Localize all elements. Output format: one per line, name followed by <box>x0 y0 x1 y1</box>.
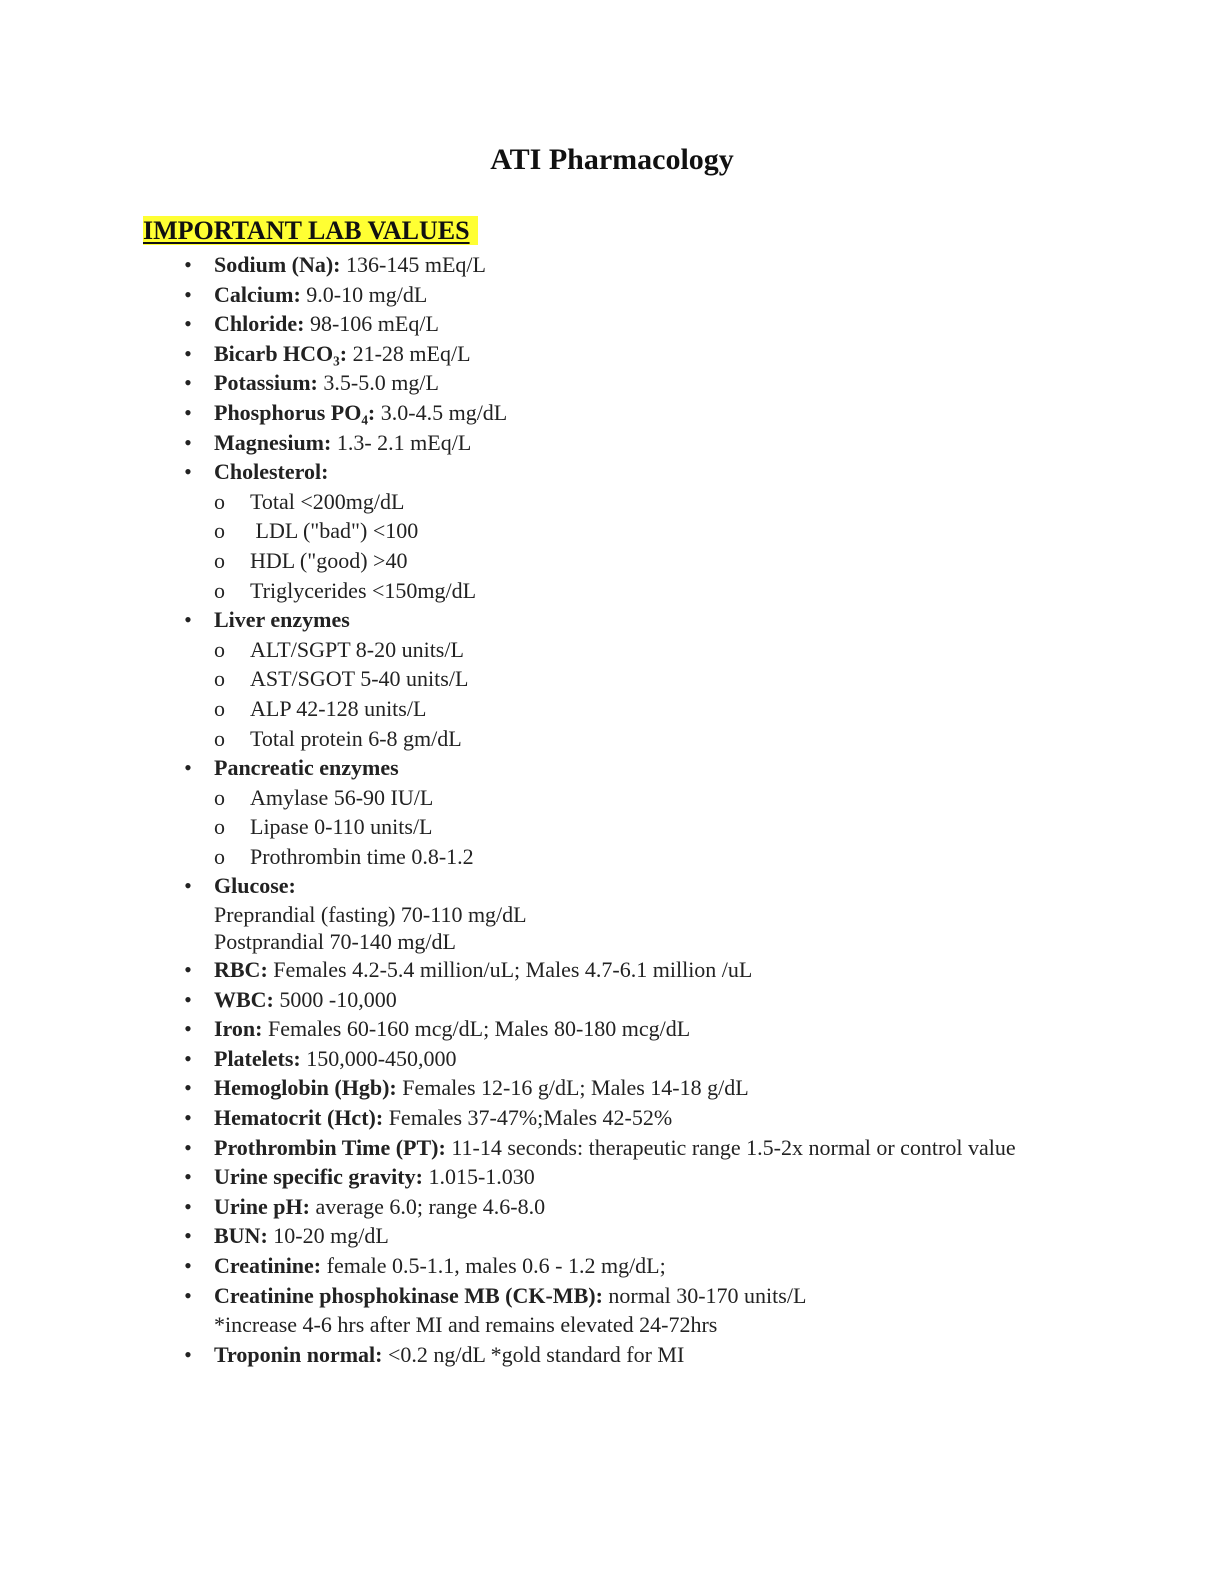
lab-item-urine-specific-gravity <box>184 1162 1074 1192</box>
sub-item-text: Total <200mg/dL <box>250 488 405 514</box>
lab-value: 3.0-4.5 mg/dL <box>375 399 508 425</box>
bullet-icon: • <box>184 459 192 485</box>
lab-value: 1.3- 2.1 mEq/L <box>331 429 472 455</box>
lab-item-prothrombin-time-pt <box>184 1133 1074 1163</box>
lab-value: 136-145 mEq/L <box>340 252 486 277</box>
lab-item-creatinine <box>184 1251 1074 1281</box>
bullet-icon: • <box>184 429 192 455</box>
sub-item-text: HDL ("good) >40 <box>250 547 408 573</box>
bullet-icon: • <box>184 311 192 337</box>
sub-item-text: ALP 42-128 units/L <box>250 695 427 721</box>
sub-list-item <box>214 516 1074 546</box>
lab-value: 98-106 mEq/L <box>304 311 439 337</box>
lab-label: Chloride: <box>214 311 305 337</box>
lab-label: RBC: <box>214 957 268 983</box>
lab-item-cholesterol <box>184 457 1074 605</box>
lab-item-troponin-normal <box>184 1340 1074 1370</box>
sub-list-item <box>214 546 1074 576</box>
lab-note: Preprandial (fasting) 70-110 mg/dL <box>214 902 527 928</box>
bullet-icon: • <box>184 986 192 1012</box>
lab-item-bun <box>184 1221 1074 1251</box>
circle-bullet-icon: o <box>214 814 225 840</box>
lab-values-list <box>184 250 1074 1369</box>
sub-list <box>214 635 1074 753</box>
lab-note: *increase 4-6 hrs after MI and remains elevated 24-72hrs <box>214 1312 718 1338</box>
circle-bullet-icon: o <box>214 843 225 869</box>
circle-bullet-icon: o <box>214 695 225 721</box>
sub-item-text: LDL ("bad") <100 <box>250 518 419 544</box>
lab-label: WBC: <box>214 986 274 1012</box>
sub-item-text: Lipase 0-110 units/L <box>250 814 433 840</box>
lab-item-creatinine-phosphokinase-mb-ck-mb <box>184 1281 1074 1340</box>
lab-label: Liver enzymes <box>214 607 350 633</box>
lab-label: Urine specific gravity: <box>214 1164 423 1190</box>
circle-bullet-icon: o <box>214 577 225 603</box>
sub-list <box>214 783 1074 872</box>
lab-label: Magnesium: <box>214 429 332 455</box>
lab-item-sodium-na <box>184 250 1074 280</box>
sub-list-item <box>214 664 1074 694</box>
lab-value: average 6.0; range 4.6-8.0 <box>309 1193 546 1219</box>
lab-value: 21-28 mEq/L <box>347 340 471 366</box>
sub-item-text: ALT/SGPT 8-20 units/L <box>250 636 464 662</box>
sub-item-text: Triglycerides <150mg/dL <box>250 577 477 603</box>
lab-label: Hematocrit (Hct): <box>214 1105 384 1131</box>
sub-list-item <box>214 812 1074 842</box>
lab-note: Postprandial 70-140 mg/dL <box>214 929 456 955</box>
lab-item-hematocrit-hct <box>184 1103 1074 1133</box>
lab-item-rbc <box>184 955 1074 985</box>
circle-bullet-icon: o <box>214 666 225 692</box>
lab-item-potassium <box>184 368 1074 398</box>
lab-label: Prothrombin Time (PT): <box>214 1134 446 1160</box>
circle-bullet-icon: o <box>214 518 225 544</box>
sub-list-item <box>214 724 1074 754</box>
lab-item-pancreatic-enzymes <box>184 753 1074 871</box>
lab-item-hemoglobin-hgb <box>184 1073 1074 1103</box>
lab-label: Calcium: <box>214 281 301 307</box>
lab-label: Bicarb HCO₃: <box>214 340 348 366</box>
page-title: ATI Pharmacology <box>490 143 734 176</box>
lab-item-phosphorus-po <box>184 398 1074 428</box>
sub-list-item <box>214 783 1074 813</box>
circle-bullet-icon: o <box>214 784 225 810</box>
lab-item-liver-enzymes <box>184 605 1074 753</box>
lab-label: Urine pH: <box>214 1193 310 1219</box>
section-heading <box>143 214 478 248</box>
lab-value: 9.0-10 mg/dL <box>300 281 428 307</box>
lab-item-calcium <box>184 280 1074 310</box>
lab-value: <0.2 ng/dL *gold standard for MI <box>382 1341 685 1367</box>
sub-item-text: AST/SGOT 5-40 units/L <box>250 666 469 692</box>
circle-bullet-icon: o <box>214 547 225 573</box>
lab-label: Platelets: <box>214 1045 301 1071</box>
lab-label: Creatinine phosphokinase MB (CK-MB): <box>214 1282 603 1308</box>
lab-value: Females 4.2-5.4 million/uL; Males 4.7-6.1 million /uL <box>267 957 753 983</box>
bullet-icon: • <box>184 1075 192 1101</box>
sub-list-item <box>214 842 1074 872</box>
circle-bullet-icon: o <box>214 488 225 514</box>
lab-item-urine-ph <box>184 1192 1074 1222</box>
lab-value: 11-14 seconds: therapeutic range 1.5-2x normal or control value <box>445 1134 1016 1160</box>
lab-label: Hemoglobin (Hgb): <box>214 1075 397 1101</box>
bullet-icon: • <box>184 607 192 633</box>
lab-item-iron <box>184 1014 1074 1044</box>
bullet-icon: • <box>184 1016 192 1042</box>
lab-label: Phosphorus PO₄: <box>214 399 376 425</box>
bullet-icon: • <box>184 1223 192 1249</box>
lab-label: Iron: <box>214 1016 263 1042</box>
lab-label: Troponin normal: <box>214 1341 383 1367</box>
lab-label: Creatinine: <box>214 1253 322 1278</box>
bullet-icon: • <box>184 1164 192 1190</box>
lab-label: Sodium (Na): <box>214 252 341 277</box>
lab-label: Glucose: <box>214 873 296 899</box>
bullet-icon: • <box>184 1253 192 1278</box>
circle-bullet-icon: o <box>214 725 225 751</box>
sub-list-item <box>214 694 1074 724</box>
lab-item-magnesium <box>184 428 1074 458</box>
bullet-icon: • <box>184 957 192 983</box>
bullet-icon: • <box>184 281 192 307</box>
bullet-icon: • <box>184 340 192 366</box>
bullet-icon: • <box>184 1045 192 1071</box>
bullet-icon: • <box>184 1134 192 1160</box>
sub-list <box>214 487 1074 605</box>
sub-list-item <box>214 487 1074 517</box>
lab-item-platelets <box>184 1044 1074 1074</box>
lab-value: Females 37-47%;Males 42-52% <box>383 1105 673 1131</box>
lab-value: 150,000-450,000 <box>300 1045 457 1071</box>
lab-value: 5000 -10,000 <box>273 986 397 1012</box>
sub-item-text: Amylase 56-90 IU/L <box>250 784 434 810</box>
bullet-icon: • <box>184 873 192 899</box>
bullet-icon: • <box>184 1282 192 1308</box>
bullet-icon: • <box>184 1105 192 1131</box>
circle-bullet-icon: o <box>214 636 225 662</box>
lab-value: normal 30-170 units/L <box>602 1282 807 1308</box>
sub-list-item <box>214 635 1074 665</box>
lab-value: Females 60-160 mcg/dL; Males 80-180 mcg/dL <box>262 1016 691 1042</box>
sub-list-item <box>214 576 1074 606</box>
lab-label: Cholesterol: <box>214 459 329 485</box>
sub-item-text: Prothrombin time 0.8-1.2 <box>250 843 474 869</box>
lab-value: 1.015-1.030 <box>422 1164 535 1190</box>
bullet-icon: • <box>184 399 192 425</box>
sub-item-text: Total protein 6-8 gm/dL <box>250 725 462 751</box>
bullet-icon: • <box>184 252 192 277</box>
section-heading-text: IMPORTANT LAB VALUES <box>143 216 478 245</box>
bullet-icon: • <box>184 1193 192 1219</box>
bullet-icon: • <box>184 370 192 396</box>
lab-value: 10-20 mg/dL <box>267 1223 389 1249</box>
lab-label: Pancreatic enzymes <box>214 755 399 781</box>
lab-value: female 0.5-1.1, males 0.6 - 1.2 mg/dL; <box>321 1253 666 1278</box>
lab-item-glucose <box>184 871 1074 955</box>
bullet-icon: • <box>184 755 192 781</box>
lab-label: BUN: <box>214 1223 268 1249</box>
lab-item-bicarb-hco <box>184 339 1074 369</box>
bullet-icon: • <box>184 1341 192 1367</box>
lab-value: Females 12-16 g/dL; Males 14-18 g/dL <box>396 1075 749 1101</box>
lab-item-chloride <box>184 309 1074 339</box>
lab-item-wbc <box>184 985 1074 1015</box>
lab-label: Potassium: <box>214 370 318 396</box>
lab-value: 3.5-5.0 mg/L <box>317 370 439 396</box>
